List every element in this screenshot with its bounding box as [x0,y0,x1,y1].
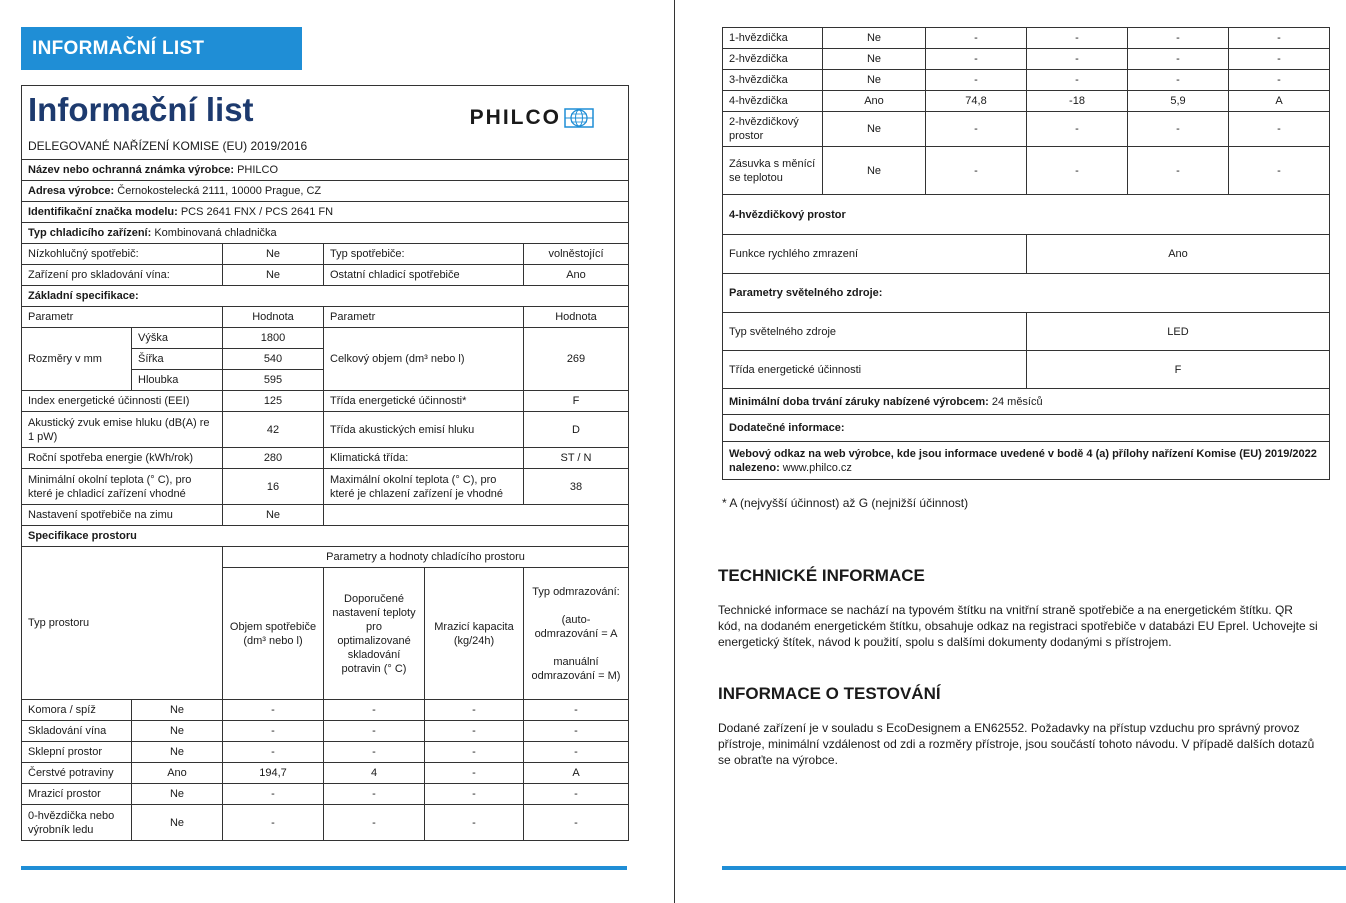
space-temp-cell: - [1027,147,1128,195]
space-freeze-cell: - [425,721,524,742]
fast-freeze-label: Funkce rychlého zmrazení [723,235,1027,274]
space-present-cell: Ne [823,112,926,147]
space-row [723,91,1330,112]
space-row [22,700,629,721]
space-defrost-cell: - [524,784,629,805]
light-type-label: Typ světelného zdroje [723,313,1027,351]
space-defrost-cell: - [1229,28,1330,49]
noise-label: Akustický zvuk emise hluku (dB(A) re 1 pW) [22,412,223,448]
empty-cell [324,505,629,526]
weblink-row: Webový odkaz na web výrobce, kde jsou informace uvedené v bodě 4 (a) přílohy nařízení Komise (EU) 2019/2022 nalezeno: www.philco.cz [723,442,1330,480]
energy-class-value: F [524,391,629,412]
space-row [723,147,1330,195]
space-row [22,721,629,742]
fast-freeze-value: Ano [1027,235,1330,274]
space-temp-cell: 4 [324,763,425,784]
space-present-cell: Ne [132,805,223,841]
value-col-header-2: Hodnota [524,307,629,328]
space-defrost-cell: - [1229,147,1330,195]
space-freeze-cell: - [1128,147,1229,195]
footnote: * A (nejvyšší účinnost) až G (nejnižší účinnost) [722,496,969,510]
space-name-cell: 3-hvězdička [723,70,823,91]
space-temp-cell: - [324,721,425,742]
space-row [22,742,629,763]
brand-name: PHILCO [469,106,561,129]
space-freeze-cell: - [1128,28,1229,49]
other-label: Ostatní chladicí spotřebiče [324,265,524,286]
space-temp-cell: - [1027,49,1128,70]
space-present-cell: Ne [132,742,223,763]
min-temp-value: 16 [223,469,324,505]
space-volume-cell: - [926,147,1027,195]
height-value: 1800 [223,328,324,349]
page-title: Informační list [28,91,254,128]
space-defrost-cell: - [524,700,629,721]
total-volume-value: 269 [524,328,629,391]
light-class-label: Třída energetické účinnosti [723,351,1027,389]
warranty-row: Minimální doba trvání záruky nabízené výrobcem: 24 měsíců [723,389,1330,415]
space-temp-cell: - [324,742,425,763]
space-volume-cell: - [223,784,324,805]
space-defrost-cell: - [1229,112,1330,147]
space-defrost-cell: A [524,763,629,784]
volume-col-header: Objem spotřebiče (dm³ nebo l) [223,568,324,700]
design-type-value: volněstojící [524,244,629,265]
space-freeze-cell: - [425,742,524,763]
climate-label: Klimatická třída: [324,448,524,469]
space-temp-cell: - [324,805,425,841]
philco-logo [470,108,594,128]
defrost-col-header: Typ odmrazování: (auto-odmrazování = A manuální odmrazování = M) [524,568,629,700]
light-type-value: LED [1027,313,1330,351]
space-volume-cell: 74,8 [926,91,1027,112]
consumption-label: Roční spotřeba energie (kWh/rok) [22,448,223,469]
space-present-cell: Ano [132,763,223,784]
climate-value: ST / N [524,448,629,469]
space-temp-cell: - [1027,112,1128,147]
bottom-accent-line-left [21,866,627,870]
noise-class-value: D [524,412,629,448]
space-present-cell: Ne [823,147,926,195]
total-volume-label: Celkový objem (dm³ nebo l) [324,328,524,391]
space-params-header: Parametry a hodnoty chladícího prostoru [223,547,629,568]
value-col-header: Hodnota [223,307,324,328]
tech-text: Technické informace se nachází na typovém štítku na vnitřní straně spotřebiče a na energetickém štítku. QR kód, na dodaném energetickém štítku, obsahuje odkaz na registraci spotřebiče v databázi EU Eprel. Uchovejte si energetický štítek, návod k použití, spolu s dalšími dokumenty dodanými s přístrojem. [718,603,1318,649]
space-present-cell: Ne [132,700,223,721]
light-heading: Parametry světelného zdroje: [723,274,1330,313]
space-name-cell: 2-hvězdičkový prostor [723,112,823,147]
space-volume-cell: - [223,700,324,721]
header-box: INFORMAČNÍ LIST [21,27,302,70]
depth-value: 595 [223,370,324,391]
min-temp-label: Minimální okolní teplota (° C), pro které je chladicí zařízení vhodné [22,469,223,505]
space-present-cell: Ne [823,70,926,91]
title-cell [22,86,629,160]
testing-text: Dodané zařízení je v souladu s EcoDesignem a EN62552. Požadavky na přístup vzduchu pro správný provoz přístroje, minimální vzdálenost od zdi a rozměry přístroje, jsou součástí tohoto návodu. V případě dalších dotazů se obraťte na výrobce. [718,721,1315,767]
space-volume-cell: - [223,742,324,763]
consumption-value: 280 [223,448,324,469]
space-present-cell: Ano [823,91,926,112]
space-name-cell: Mrazicí prostor [22,784,132,805]
wine-value: Ne [223,265,324,286]
space-defrost-cell: - [1229,70,1330,91]
winter-label: Nastavení spotřebiče na zimu [22,505,223,526]
space-temp-cell: - [1027,70,1128,91]
max-temp-value: 38 [524,469,629,505]
noise-value: 42 [223,412,324,448]
freeze-col-header: Mrazicí kapacita (kg/24h) [425,568,524,700]
space-row [723,28,1330,49]
space-freeze-cell: - [425,805,524,841]
space-volume-cell: - [223,721,324,742]
space-row [22,784,629,805]
width-value: 540 [223,349,324,370]
space-spec-heading: Specifikace prostoru [22,526,629,547]
appliance-type-row: Typ chladicího zařízení: Kombinovaná chladnička [22,223,629,244]
wine-label: Zařízení pro skladování vína: [22,265,223,286]
space-temp-cell: -18 [1027,91,1128,112]
space-row [22,805,629,841]
space-name-cell: 4-hvězdička [723,91,823,112]
space-volume-cell: 194,7 [223,763,324,784]
basic-spec-heading: Základní specifikace: [22,286,629,307]
space-row [22,763,629,784]
info-sheet-table-continued [722,27,1330,480]
light-class-value: F [1027,351,1330,389]
space-freeze-cell: - [1128,70,1229,91]
space-name-cell: Zásuvka s měnící se teplotou [723,147,823,195]
space-freeze-cell: - [425,784,524,805]
height-label: Výška [132,328,223,349]
space-temp-cell: - [1027,28,1128,49]
max-temp-label: Maximální okolní teplota (° C), pro které je chlazení zařízení je vhodné [324,469,524,505]
four-star-heading: 4-hvězdičkový prostor [723,195,1330,235]
space-defrost-cell: - [524,805,629,841]
space-present-cell: Ne [823,28,926,49]
eei-label: Index energetické účinnosti (EEI) [22,391,223,412]
space-defrost-cell: - [1229,49,1330,70]
space-defrost-cell: A [1229,91,1330,112]
page-divider [674,0,675,903]
info-sheet-table [21,85,629,841]
space-type-header: Typ prostoru [22,547,223,700]
space-present-cell: Ne [132,721,223,742]
bottom-accent-line-right [722,866,1346,870]
address-row: Adresa výrobce: Černokostelecká 2111, 10000 Prague, CZ [22,181,629,202]
temp-col-header: Doporučené nastavení teploty pro optimalizované skladování potravin (° C) [324,568,425,700]
noise-class-label: Třída akustických emisí hluku [324,412,524,448]
space-defrost-cell: - [524,742,629,763]
space-name-cell: 1-hvězdička [723,28,823,49]
design-type-label: Typ spotřebiče: [324,244,524,265]
dimensions-label: Rozměry v mm [22,328,132,391]
space-freeze-cell: - [425,700,524,721]
space-freeze-cell: - [1128,49,1229,70]
supplier-row: Název nebo ochranná známka výrobce: PHILCO [22,160,629,181]
space-name-cell: Komora / spíž [22,700,132,721]
space-volume-cell: - [926,49,1027,70]
winter-value: Ne [223,505,324,526]
space-name-cell: Čerstvé potraviny [22,763,132,784]
space-volume-cell: - [926,112,1027,147]
testing-heading: INFORMACE O TESTOVÁNÍ [718,684,941,703]
globe-icon [564,108,594,128]
space-temp-cell: - [324,784,425,805]
eei-value: 125 [223,391,324,412]
param-col-header: Parametr [22,307,223,328]
tech-heading: TECHNICKÉ INFORMACE [718,566,925,585]
space-row [723,49,1330,70]
space-name-cell: 0-hvězdička nebo výrobník ledu [22,805,132,841]
model-row: Identifikační značka modelu: PCS 2641 FNX / PCS 2641 FN [22,202,629,223]
space-present-cell: Ne [823,49,926,70]
param-col-header-2: Parametr [324,307,524,328]
regulation-text: DELEGOVANÉ NAŘÍZENÍ KOMISE (EU) 2019/2016 [28,139,308,153]
space-name-cell: 2-hvězdička [723,49,823,70]
space-name-cell: Sklepní prostor [22,742,132,763]
low-noise-value: Ne [223,244,324,265]
space-defrost-cell: - [524,721,629,742]
low-noise-label: Nízkohlučný spotřebič: [22,244,223,265]
space-volume-cell: - [926,28,1027,49]
space-temp-cell: - [324,700,425,721]
depth-label: Hloubka [132,370,223,391]
space-name-cell: Skladování vína [22,721,132,742]
energy-class-label: Třída energetické účinnosti* [324,391,524,412]
additional-info-heading: Dodatečné informace: [723,415,1330,442]
space-row [723,112,1330,147]
width-label: Šířka [132,349,223,370]
space-present-cell: Ne [132,784,223,805]
space-freeze-cell: - [1128,112,1229,147]
space-volume-cell: - [223,805,324,841]
space-row [723,70,1330,91]
space-freeze-cell: 5,9 [1128,91,1229,112]
space-freeze-cell: - [425,763,524,784]
space-volume-cell: - [926,70,1027,91]
other-value: Ano [524,265,629,286]
